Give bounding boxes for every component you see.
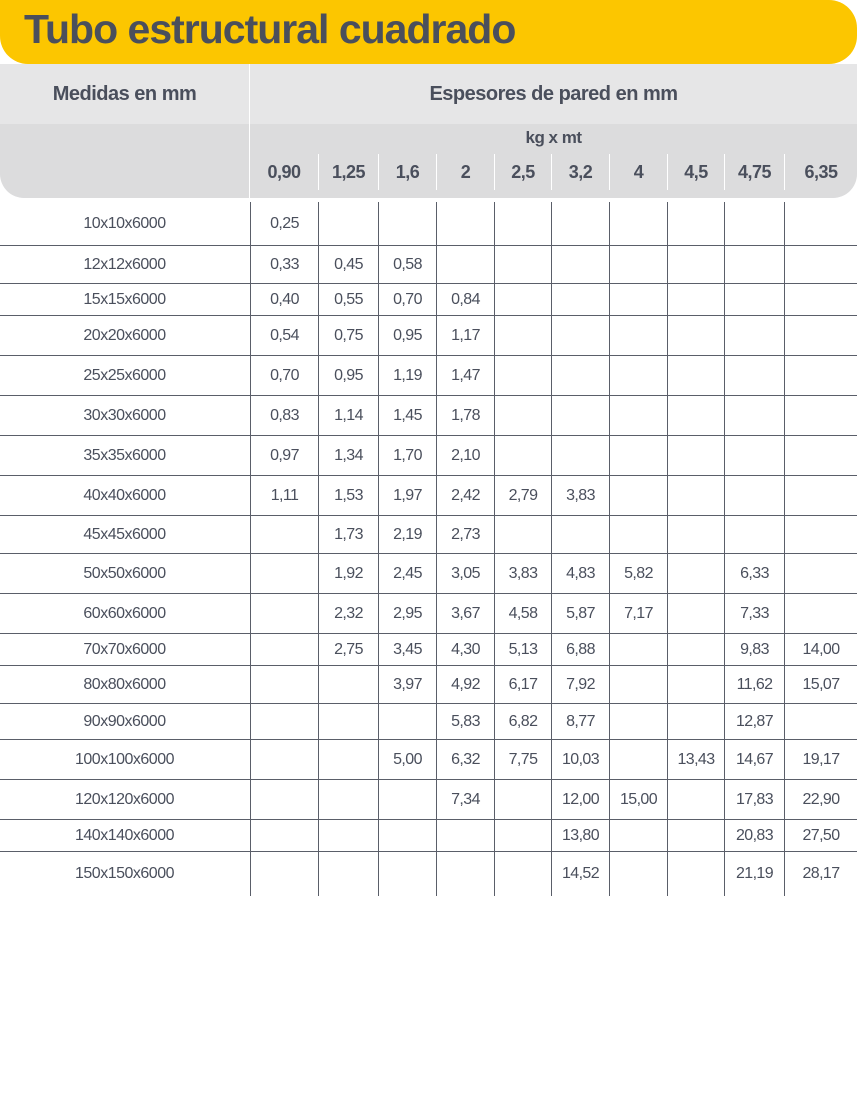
weight-cell: 5,83 [436, 704, 494, 739]
weight-cell: 6,17 [494, 666, 551, 703]
table-row [0, 852, 857, 896]
weight-cell: 2,95 [378, 594, 436, 633]
weight-cell: 2,19 [378, 516, 436, 553]
weight-cell: 1,92 [318, 554, 378, 593]
weight-cell: 1,11 [250, 476, 318, 515]
table-row [0, 202, 857, 246]
weight-cell: 7,92 [551, 666, 609, 703]
size-cell: 140x140x6000 [75, 826, 174, 844]
table-row [0, 634, 857, 666]
weight-cell [494, 436, 551, 475]
weight-cell [667, 284, 724, 315]
weight-cell [784, 284, 857, 315]
table-row [0, 396, 857, 436]
weight-cell: 12,00 [551, 780, 609, 819]
weight-cell: 0,55 [318, 284, 378, 315]
weight-cell [667, 436, 724, 475]
weight-cell: 1,53 [318, 476, 378, 515]
thickness-header-cell: 2,5 [494, 154, 551, 190]
page-title: Tubo estructural cuadrado [24, 6, 516, 52]
weight-cell [609, 740, 667, 779]
weight-cell [250, 554, 318, 593]
thickness-header-cell: 3,2 [551, 154, 609, 190]
weight-cell [436, 202, 494, 245]
weight-cell: 12,87 [724, 704, 784, 739]
weight-cell: 0,70 [378, 284, 436, 315]
table-row [0, 516, 857, 554]
weight-cell [667, 594, 724, 633]
weight-cell: 5,00 [378, 740, 436, 779]
weight-cell: 11,62 [724, 666, 784, 703]
size-cell: 40x40x6000 [83, 486, 166, 504]
weight-cell: 6,88 [551, 634, 609, 665]
weight-cell [784, 704, 857, 739]
weight-cell: 0,97 [250, 436, 318, 475]
weight-cell [724, 476, 784, 515]
weight-cell: 28,17 [784, 852, 857, 896]
table-row [0, 356, 857, 396]
weight-cell [436, 246, 494, 283]
size-cell: 150x150x6000 [75, 865, 174, 882]
weight-cell: 3,83 [494, 554, 551, 593]
weight-cell [667, 316, 724, 355]
weight-cell: 1,97 [378, 476, 436, 515]
weight-cell: 2,10 [436, 436, 494, 475]
weight-cell: 0,25 [250, 202, 318, 245]
weight-cell [551, 516, 609, 553]
weight-cell: 1,45 [378, 396, 436, 435]
weight-cell [318, 666, 378, 703]
weight-cell: 20,83 [724, 820, 784, 851]
weight-cell [318, 780, 378, 819]
size-cell: 80x80x6000 [83, 675, 166, 693]
weight-cell: 19,17 [784, 740, 857, 779]
thickness-header-cell: 1,6 [378, 154, 436, 190]
weight-cell: 0,58 [378, 246, 436, 283]
size-cell: 25x25x6000 [83, 366, 166, 384]
size-cell: 20x20x6000 [83, 326, 166, 344]
weight-cell: 1,73 [318, 516, 378, 553]
weight-cell [378, 852, 436, 896]
weight-cell [609, 852, 667, 896]
table-row [0, 316, 857, 356]
weight-cell: 2,32 [318, 594, 378, 633]
weight-cell: 7,34 [436, 780, 494, 819]
table-row [0, 284, 857, 316]
weight-cell [609, 246, 667, 283]
weight-cell [784, 356, 857, 395]
weight-cell: 3,67 [436, 594, 494, 633]
weight-cell [667, 202, 724, 245]
weight-cell [609, 316, 667, 355]
weight-cell [784, 396, 857, 435]
weight-cell: 3,05 [436, 554, 494, 593]
thickness-header-cell: 4,75 [724, 154, 784, 190]
size-cell: 15x15x6000 [83, 290, 166, 308]
size-cell: 30x30x6000 [83, 406, 166, 424]
weight-cell [724, 284, 784, 315]
weight-cell: 5,13 [494, 634, 551, 665]
weight-cell [609, 202, 667, 245]
weight-cell [609, 516, 667, 553]
weight-cell: 14,67 [724, 740, 784, 779]
weight-cell: 7,75 [494, 740, 551, 779]
thickness-header-cell: 1,25 [318, 154, 378, 190]
weight-cell: 1,70 [378, 436, 436, 475]
weight-cell: 3,45 [378, 634, 436, 665]
size-cell: 70x70x6000 [83, 640, 166, 658]
weight-cell [609, 634, 667, 665]
weight-cell [494, 284, 551, 315]
weight-cell: 1,14 [318, 396, 378, 435]
weight-cell [784, 516, 857, 553]
weight-cell: 17,83 [724, 780, 784, 819]
weight-cell [551, 202, 609, 245]
weight-cell [250, 820, 318, 851]
weight-cell: 13,80 [551, 820, 609, 851]
weight-cell [784, 246, 857, 283]
weight-cell: 14,00 [784, 634, 857, 665]
weight-cell [494, 780, 551, 819]
weight-cell: 5,82 [609, 554, 667, 593]
weight-cell [667, 704, 724, 739]
weight-cell [724, 516, 784, 553]
table-row [0, 554, 857, 594]
weight-cell [378, 704, 436, 739]
weight-cell [378, 202, 436, 245]
weight-cell [318, 704, 378, 739]
weight-cell [609, 396, 667, 435]
weight-cell: 0,33 [250, 246, 318, 283]
weight-cell [494, 516, 551, 553]
weight-cell [318, 740, 378, 779]
weight-cell: 2,45 [378, 554, 436, 593]
weight-cell [609, 704, 667, 739]
weight-cell [784, 436, 857, 475]
table-row [0, 436, 857, 476]
weight-cell: 0,45 [318, 246, 378, 283]
weight-cell: 0,83 [250, 396, 318, 435]
weight-cell [667, 356, 724, 395]
weight-cell: 1,34 [318, 436, 378, 475]
weight-cell [551, 246, 609, 283]
weight-cell: 2,42 [436, 476, 494, 515]
weight-cell [667, 820, 724, 851]
weight-cell [436, 852, 494, 896]
thickness-header-cell: 0,90 [267, 161, 301, 182]
weight-cell [318, 852, 378, 896]
weight-cell [724, 316, 784, 355]
weight-cell [724, 356, 784, 395]
weight-cell [494, 246, 551, 283]
thickness-header-cell: 4,5 [667, 154, 724, 190]
weight-cell: 2,79 [494, 476, 551, 515]
weight-cell: 2,75 [318, 634, 378, 665]
title-banner [0, 0, 857, 64]
weight-cell [250, 594, 318, 633]
weight-cell [494, 202, 551, 245]
weight-cell [784, 202, 857, 245]
weight-cell: 1,47 [436, 356, 494, 395]
size-cell: 120x120x6000 [75, 790, 174, 808]
weight-cell: 2,73 [436, 516, 494, 553]
weight-cell [318, 202, 378, 245]
size-cell: 60x60x6000 [83, 604, 166, 622]
weight-cell [609, 476, 667, 515]
weight-cell [667, 396, 724, 435]
weight-cell [667, 476, 724, 515]
weight-cell: 0,75 [318, 316, 378, 355]
weight-cell [724, 202, 784, 245]
weight-cell [667, 780, 724, 819]
weight-cell [667, 666, 724, 703]
weight-cell: 0,84 [436, 284, 494, 315]
weight-cell: 15,00 [609, 780, 667, 819]
weight-cell [784, 476, 857, 515]
thickness-header-cell: 6,35 [784, 154, 857, 190]
weight-cell: 6,33 [724, 554, 784, 593]
table-row [0, 246, 857, 284]
weight-cell: 8,77 [551, 704, 609, 739]
weight-cell [250, 634, 318, 665]
unit-label: kg x mt [525, 128, 582, 147]
weight-cell [551, 436, 609, 475]
weight-cell [784, 554, 857, 593]
weight-cell: 1,17 [436, 316, 494, 355]
table-row [0, 740, 857, 780]
size-cell: 10x10x6000 [83, 214, 166, 232]
weight-cell [784, 316, 857, 355]
weight-cell [436, 820, 494, 851]
weight-cell [667, 554, 724, 593]
weight-cell [494, 852, 551, 896]
table-row [0, 704, 857, 740]
weight-cell [784, 594, 857, 633]
weight-cell: 7,17 [609, 594, 667, 633]
weight-cell [609, 284, 667, 315]
weight-cell [724, 246, 784, 283]
weight-cell: 1,78 [436, 396, 494, 435]
weight-cell: 9,83 [724, 634, 784, 665]
weight-cell: 6,82 [494, 704, 551, 739]
weight-cell [250, 516, 318, 553]
table-row [0, 666, 857, 704]
weight-cell: 10,03 [551, 740, 609, 779]
weight-cell: 0,70 [250, 356, 318, 395]
size-cell: 12x12x6000 [83, 255, 166, 273]
thickness-header-cell: 4 [609, 154, 667, 190]
size-cell: 35x35x6000 [83, 446, 166, 464]
weight-cell [609, 436, 667, 475]
weight-cell [494, 820, 551, 851]
weight-cell: 21,19 [724, 852, 784, 896]
weight-cell [551, 356, 609, 395]
weight-cell: 4,58 [494, 594, 551, 633]
weight-cell: 0,40 [250, 284, 318, 315]
weight-cell: 1,19 [378, 356, 436, 395]
weight-cell [250, 780, 318, 819]
weight-cell: 0,95 [378, 316, 436, 355]
weight-cell [494, 356, 551, 395]
weight-cell: 27,50 [784, 820, 857, 851]
weight-cell [551, 396, 609, 435]
weight-cell [494, 316, 551, 355]
weight-cell [609, 666, 667, 703]
weight-cell: 4,92 [436, 666, 494, 703]
weight-cell [494, 396, 551, 435]
weight-cell [667, 516, 724, 553]
weight-cell: 0,54 [250, 316, 318, 355]
table-row [0, 820, 857, 852]
weight-cell [250, 666, 318, 703]
weight-cell: 3,97 [378, 666, 436, 703]
weight-cell [250, 852, 318, 896]
header-sizes-label: Medidas en mm [52, 82, 197, 105]
thickness-header-cell: 2 [436, 154, 494, 190]
weight-cell [724, 396, 784, 435]
weight-cell [250, 704, 318, 739]
weight-cell [551, 316, 609, 355]
weight-cell: 6,32 [436, 740, 494, 779]
weight-cell [378, 780, 436, 819]
table-row [0, 594, 857, 634]
size-cell: 100x100x6000 [75, 750, 174, 768]
weight-cell: 13,43 [667, 740, 724, 779]
table-row [0, 780, 857, 820]
weight-cell [250, 740, 318, 779]
weight-cell: 14,52 [551, 852, 609, 896]
weight-cell [609, 356, 667, 395]
weight-cell [667, 852, 724, 896]
weight-cell [609, 820, 667, 851]
weight-cell: 22,90 [784, 780, 857, 819]
weight-cell [667, 246, 724, 283]
header-thickness-label: Espesores de pared en mm [429, 82, 678, 105]
weight-cell [667, 634, 724, 665]
size-cell: 45x45x6000 [83, 525, 166, 543]
weight-cell: 4,83 [551, 554, 609, 593]
size-cell: 90x90x6000 [83, 712, 166, 730]
weight-cell [318, 820, 378, 851]
weight-cell: 3,83 [551, 476, 609, 515]
table-row [0, 476, 857, 516]
weight-cell [551, 284, 609, 315]
weight-cell: 15,07 [784, 666, 857, 703]
weight-cell [378, 820, 436, 851]
weight-cell: 7,33 [724, 594, 784, 633]
weight-cell: 0,95 [318, 356, 378, 395]
weight-cell: 5,87 [551, 594, 609, 633]
size-cell: 50x50x6000 [83, 564, 166, 582]
weight-cell: 4,30 [436, 634, 494, 665]
weight-cell [724, 436, 784, 475]
